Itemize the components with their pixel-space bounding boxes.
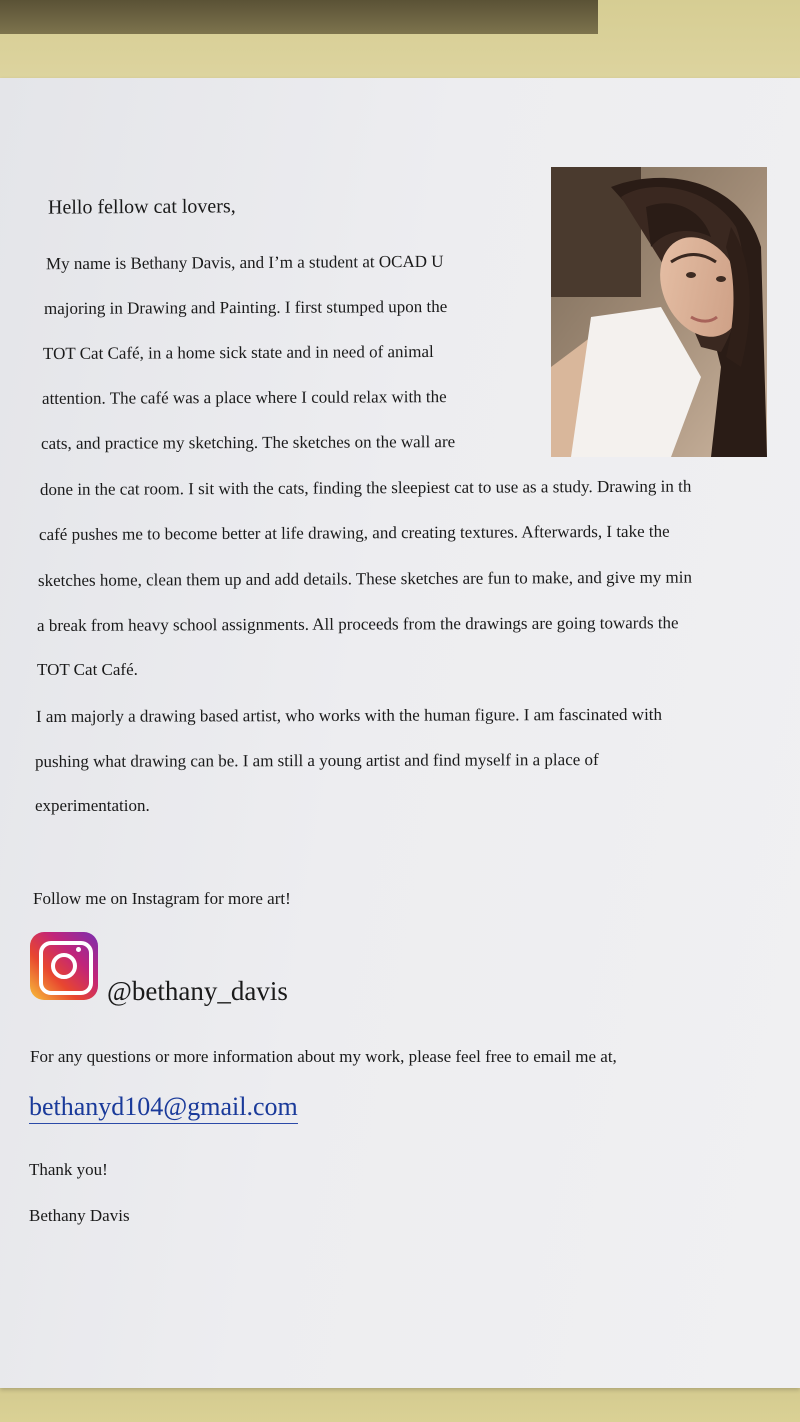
letter-line: majoring in Drawing and Painting. I first stumped upon the bbox=[43, 296, 448, 319]
signature: Bethany Davis bbox=[29, 1206, 130, 1225]
letter-line: a break from heavy school assignments. All proceeds from the drawings are going towards the bbox=[36, 613, 679, 635]
letter-greeting: Hello fellow cat lovers, bbox=[47, 195, 236, 219]
letter-line: sketches home, clean them up and add details. These sketches are fun to make, and give my min bbox=[37, 567, 693, 590]
letter-line: attention. The café was a place where I could relax with the bbox=[41, 387, 447, 408]
contact-text: For any questions or more information about my work, please feel free to email me at, bbox=[30, 1047, 617, 1066]
letter-line: pushing what drawing can be. I am still a young artist and find myself in a place of bbox=[34, 750, 599, 771]
letter-line: café pushes me to become better at life drawing, and creating textures. Afterwards, I take the bbox=[38, 521, 670, 544]
letter-line: experimentation. bbox=[35, 796, 150, 815]
follow-text: Follow me on Instagram for more art! bbox=[33, 889, 291, 908]
instagram-handle: @bethany_davis bbox=[107, 976, 288, 1006]
email-link[interactable]: bethanyd104@gmail.com bbox=[29, 1092, 298, 1124]
instagram-lens bbox=[51, 953, 77, 979]
letter-line: done in the cat room. I sit with the cats, finding the sleepiest cat to use as a study. Drawing in th bbox=[39, 476, 692, 499]
letter-line: I am majorly a drawing based artist, who works with the human figure. I am fascinated with bbox=[35, 704, 663, 726]
letter-line: My name is Bethany Davis, and I’m a student at OCAD U bbox=[45, 251, 444, 274]
letter-line: TOT Cat Café, in a home sick state and in need of animal bbox=[42, 341, 434, 364]
instagram-dot bbox=[76, 947, 81, 952]
artist-photo bbox=[551, 167, 767, 457]
letter-line: cats, and practice my sketching. The sketches on the wall are bbox=[40, 432, 456, 453]
letter-line: TOT Cat Café. bbox=[37, 660, 138, 679]
frame-edge bbox=[0, 0, 598, 34]
thanks-text: Thank you! bbox=[29, 1160, 108, 1179]
instagram-icon bbox=[30, 932, 98, 1000]
wall-background-bottom bbox=[0, 1385, 800, 1422]
